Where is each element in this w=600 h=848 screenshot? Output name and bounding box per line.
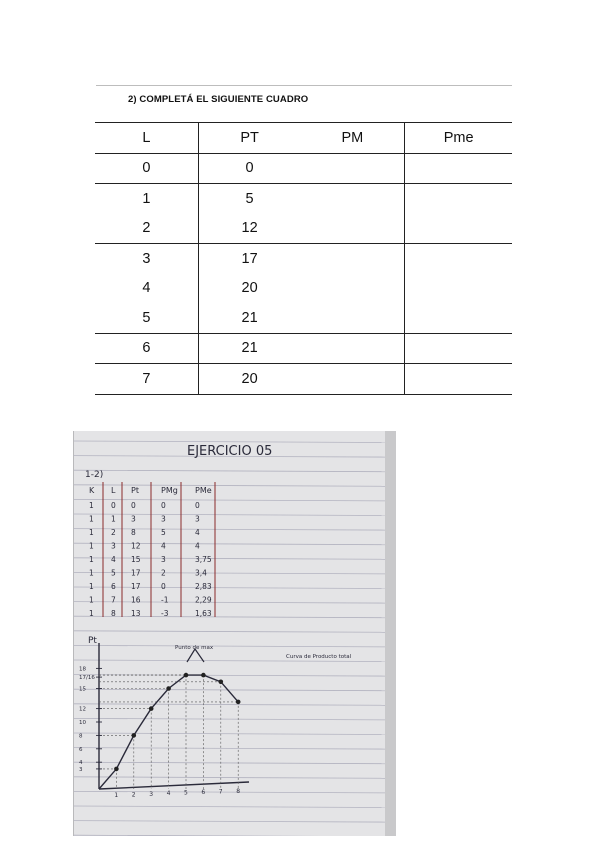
exercise-heading: 2) COMPLETÁ EL SIGUIENTE CUADRO bbox=[128, 94, 309, 105]
handwritten-table-cell: 3,4 bbox=[195, 568, 207, 578]
handwritten-table-cell: 1 bbox=[89, 555, 94, 564]
table-row bbox=[95, 303, 512, 333]
cell-pm bbox=[300, 303, 404, 333]
handwritten-table-cell: 1 bbox=[89, 609, 94, 618]
curve-point bbox=[184, 673, 189, 678]
cell-l: 4 bbox=[95, 274, 198, 304]
cell-pme bbox=[405, 244, 512, 274]
table-row bbox=[95, 214, 512, 244]
curve-label: Curva de Producto total bbox=[286, 654, 352, 660]
header-pm: PM bbox=[300, 123, 404, 154]
y-tick-label: 15 bbox=[79, 686, 86, 693]
handwritten-table-cell: 17 bbox=[131, 568, 141, 578]
handwritten-table-header: PMe bbox=[195, 486, 212, 495]
header-pme: Pme bbox=[405, 123, 512, 154]
handwritten-table-cell: 8 bbox=[131, 528, 136, 537]
handwritten-table-cell: 5 bbox=[111, 568, 116, 578]
curve-point bbox=[166, 686, 171, 691]
top-divider bbox=[96, 85, 512, 86]
cell-pm bbox=[300, 184, 404, 214]
table-row bbox=[95, 333, 512, 364]
handwritten-table-cell: 1 bbox=[89, 582, 94, 591]
x-tick-label: 5 bbox=[184, 789, 188, 797]
notebook-page bbox=[73, 431, 396, 836]
cell-pm bbox=[300, 364, 404, 395]
cell-pme bbox=[405, 364, 512, 395]
handwritten-table-cell: 0 bbox=[131, 501, 136, 510]
handwritten-table-cell: 1 bbox=[89, 595, 94, 605]
y-tick-label: 12 bbox=[79, 706, 86, 713]
handwritten-table-cell: 2 bbox=[111, 528, 116, 537]
cell-pm bbox=[300, 333, 404, 364]
handwritten-table-cell: 6 bbox=[111, 582, 116, 591]
cell-pt: 17 bbox=[241, 250, 258, 267]
curve-point bbox=[132, 733, 137, 738]
cell-pt: 5 bbox=[245, 190, 254, 207]
handwritten-table-cell: 15 bbox=[131, 555, 141, 564]
cell-pm bbox=[300, 214, 404, 244]
handwritten-table-cell: 16 bbox=[131, 595, 141, 605]
table-row bbox=[95, 184, 512, 214]
table-row bbox=[95, 364, 512, 395]
y-tick-label: 4 bbox=[79, 760, 83, 767]
header-l: L bbox=[95, 123, 198, 154]
handwritten-table-cell: 2,83 bbox=[195, 582, 212, 591]
max-point-label: Punto de max bbox=[175, 645, 214, 651]
handwritten-table-cell: 0 bbox=[111, 501, 116, 510]
handwritten-table-cell: 3 bbox=[195, 514, 200, 524]
handwritten-table-cell: 1 bbox=[89, 514, 94, 524]
cell-pt: 12 bbox=[198, 214, 300, 244]
handwritten-table-cell: -1 bbox=[161, 595, 169, 605]
handwritten-table-cell: 1 bbox=[89, 541, 94, 551]
handwritten-table-cell: 7 bbox=[111, 595, 116, 605]
notebook-title: EJERCICIO 05 bbox=[187, 444, 273, 459]
cell-l: 3 bbox=[95, 244, 198, 274]
handwritten-table-cell: 3,75 bbox=[195, 555, 212, 564]
cell-pt: 0 bbox=[198, 153, 300, 184]
y-tick-label: 3 bbox=[79, 766, 83, 773]
handwritten-table-cell: 13 bbox=[131, 609, 141, 618]
handwritten-table-cell: 1 bbox=[89, 501, 94, 510]
curve-point bbox=[149, 706, 154, 711]
handwritten-table-header: L bbox=[111, 486, 116, 495]
handwritten-table-cell: 17 bbox=[131, 582, 141, 591]
handwritten-table-cell: 3 bbox=[131, 514, 136, 524]
handwritten-table-cell: 0 bbox=[195, 501, 200, 510]
y-tick-label: 8 bbox=[79, 733, 83, 740]
x-tick-label: 2 bbox=[131, 791, 136, 799]
handwritten-notebook-photo bbox=[73, 431, 396, 836]
y-tick-label: 17/16 bbox=[79, 675, 95, 682]
handwritten-table-cell: 4 bbox=[195, 541, 200, 551]
cell-pm bbox=[300, 244, 404, 274]
handwritten-table-header: K bbox=[89, 486, 95, 495]
notebook-item-number: 1-2) bbox=[85, 470, 104, 480]
cell-pt: 21 bbox=[198, 333, 300, 364]
handwritten-table-cell: 3 bbox=[111, 541, 116, 551]
handwritten-table-cell: 0 bbox=[161, 501, 166, 510]
cell-pm bbox=[300, 153, 404, 184]
handwritten-table-cell: 8 bbox=[111, 609, 116, 618]
x-tick-label: 7 bbox=[218, 788, 223, 796]
curve-point bbox=[201, 673, 206, 678]
handwritten-table-cell: 12 bbox=[131, 541, 141, 551]
x-tick-label: 6 bbox=[201, 789, 206, 796]
paper-shadow bbox=[385, 431, 396, 836]
cell-pm bbox=[300, 274, 404, 304]
cell-l: 6 bbox=[95, 333, 198, 364]
y-tick-label: 6 bbox=[79, 746, 83, 753]
curve-point bbox=[114, 767, 119, 772]
table-header-row bbox=[95, 123, 512, 154]
handwritten-table-cell: 3 bbox=[161, 555, 166, 564]
handwritten-table-cell: 1 bbox=[89, 568, 94, 578]
x-tick-label: 3 bbox=[149, 790, 154, 798]
production-table bbox=[95, 122, 512, 395]
x-tick-label: 4 bbox=[166, 790, 171, 798]
handwritten-table-cell: -3 bbox=[161, 609, 169, 618]
graph-y-label: Pt bbox=[88, 636, 97, 646]
cell-pme bbox=[405, 214, 512, 244]
handwritten-table-cell: 1,63 bbox=[195, 609, 212, 618]
y-tick-label: 10 bbox=[79, 720, 86, 726]
curve-point bbox=[236, 700, 241, 705]
handwritten-table-cell: 4 bbox=[161, 541, 166, 551]
y-tick-label: 18 bbox=[79, 666, 86, 673]
handwritten-table-header: Pt bbox=[131, 486, 139, 495]
cell-pt: 20 bbox=[241, 280, 258, 297]
handwritten-table-cell: 3 bbox=[161, 514, 166, 524]
cell-l: 5 bbox=[95, 303, 198, 333]
table-row bbox=[95, 274, 512, 304]
header-pt: PT bbox=[198, 123, 300, 154]
curve-point bbox=[219, 680, 224, 685]
cell-pme bbox=[405, 333, 512, 364]
x-tick-label: 1 bbox=[114, 792, 119, 799]
cell-l: 2 bbox=[95, 214, 198, 244]
cell-l: 0 bbox=[95, 153, 198, 184]
cell-pt: 21 bbox=[198, 303, 300, 333]
handwritten-table-cell: 4 bbox=[195, 528, 200, 537]
cell-pme bbox=[405, 303, 512, 333]
cell-pme bbox=[405, 274, 512, 304]
cell-l: 1 bbox=[95, 184, 198, 214]
handwritten-table-cell: 5 bbox=[161, 528, 166, 537]
cell-pt: 20 bbox=[198, 364, 300, 395]
handwritten-table-cell: 1 bbox=[89, 528, 94, 537]
handwritten-table-cell: 2,29 bbox=[195, 595, 212, 605]
handwritten-table-cell: 0 bbox=[161, 582, 166, 591]
table-row bbox=[95, 153, 512, 184]
handwritten-table-cell: 4 bbox=[111, 555, 116, 564]
cell-l: 7 bbox=[95, 364, 198, 395]
handwritten-table-header: PMg bbox=[161, 486, 178, 495]
cell-pme bbox=[405, 184, 512, 214]
table-row bbox=[95, 244, 512, 274]
handwritten-table-cell: 2 bbox=[161, 568, 166, 578]
handwritten-table-cell: 1 bbox=[111, 514, 116, 524]
paper-background bbox=[73, 431, 396, 836]
cell-pme bbox=[405, 153, 512, 184]
x-tick-label: 8 bbox=[236, 787, 241, 795]
